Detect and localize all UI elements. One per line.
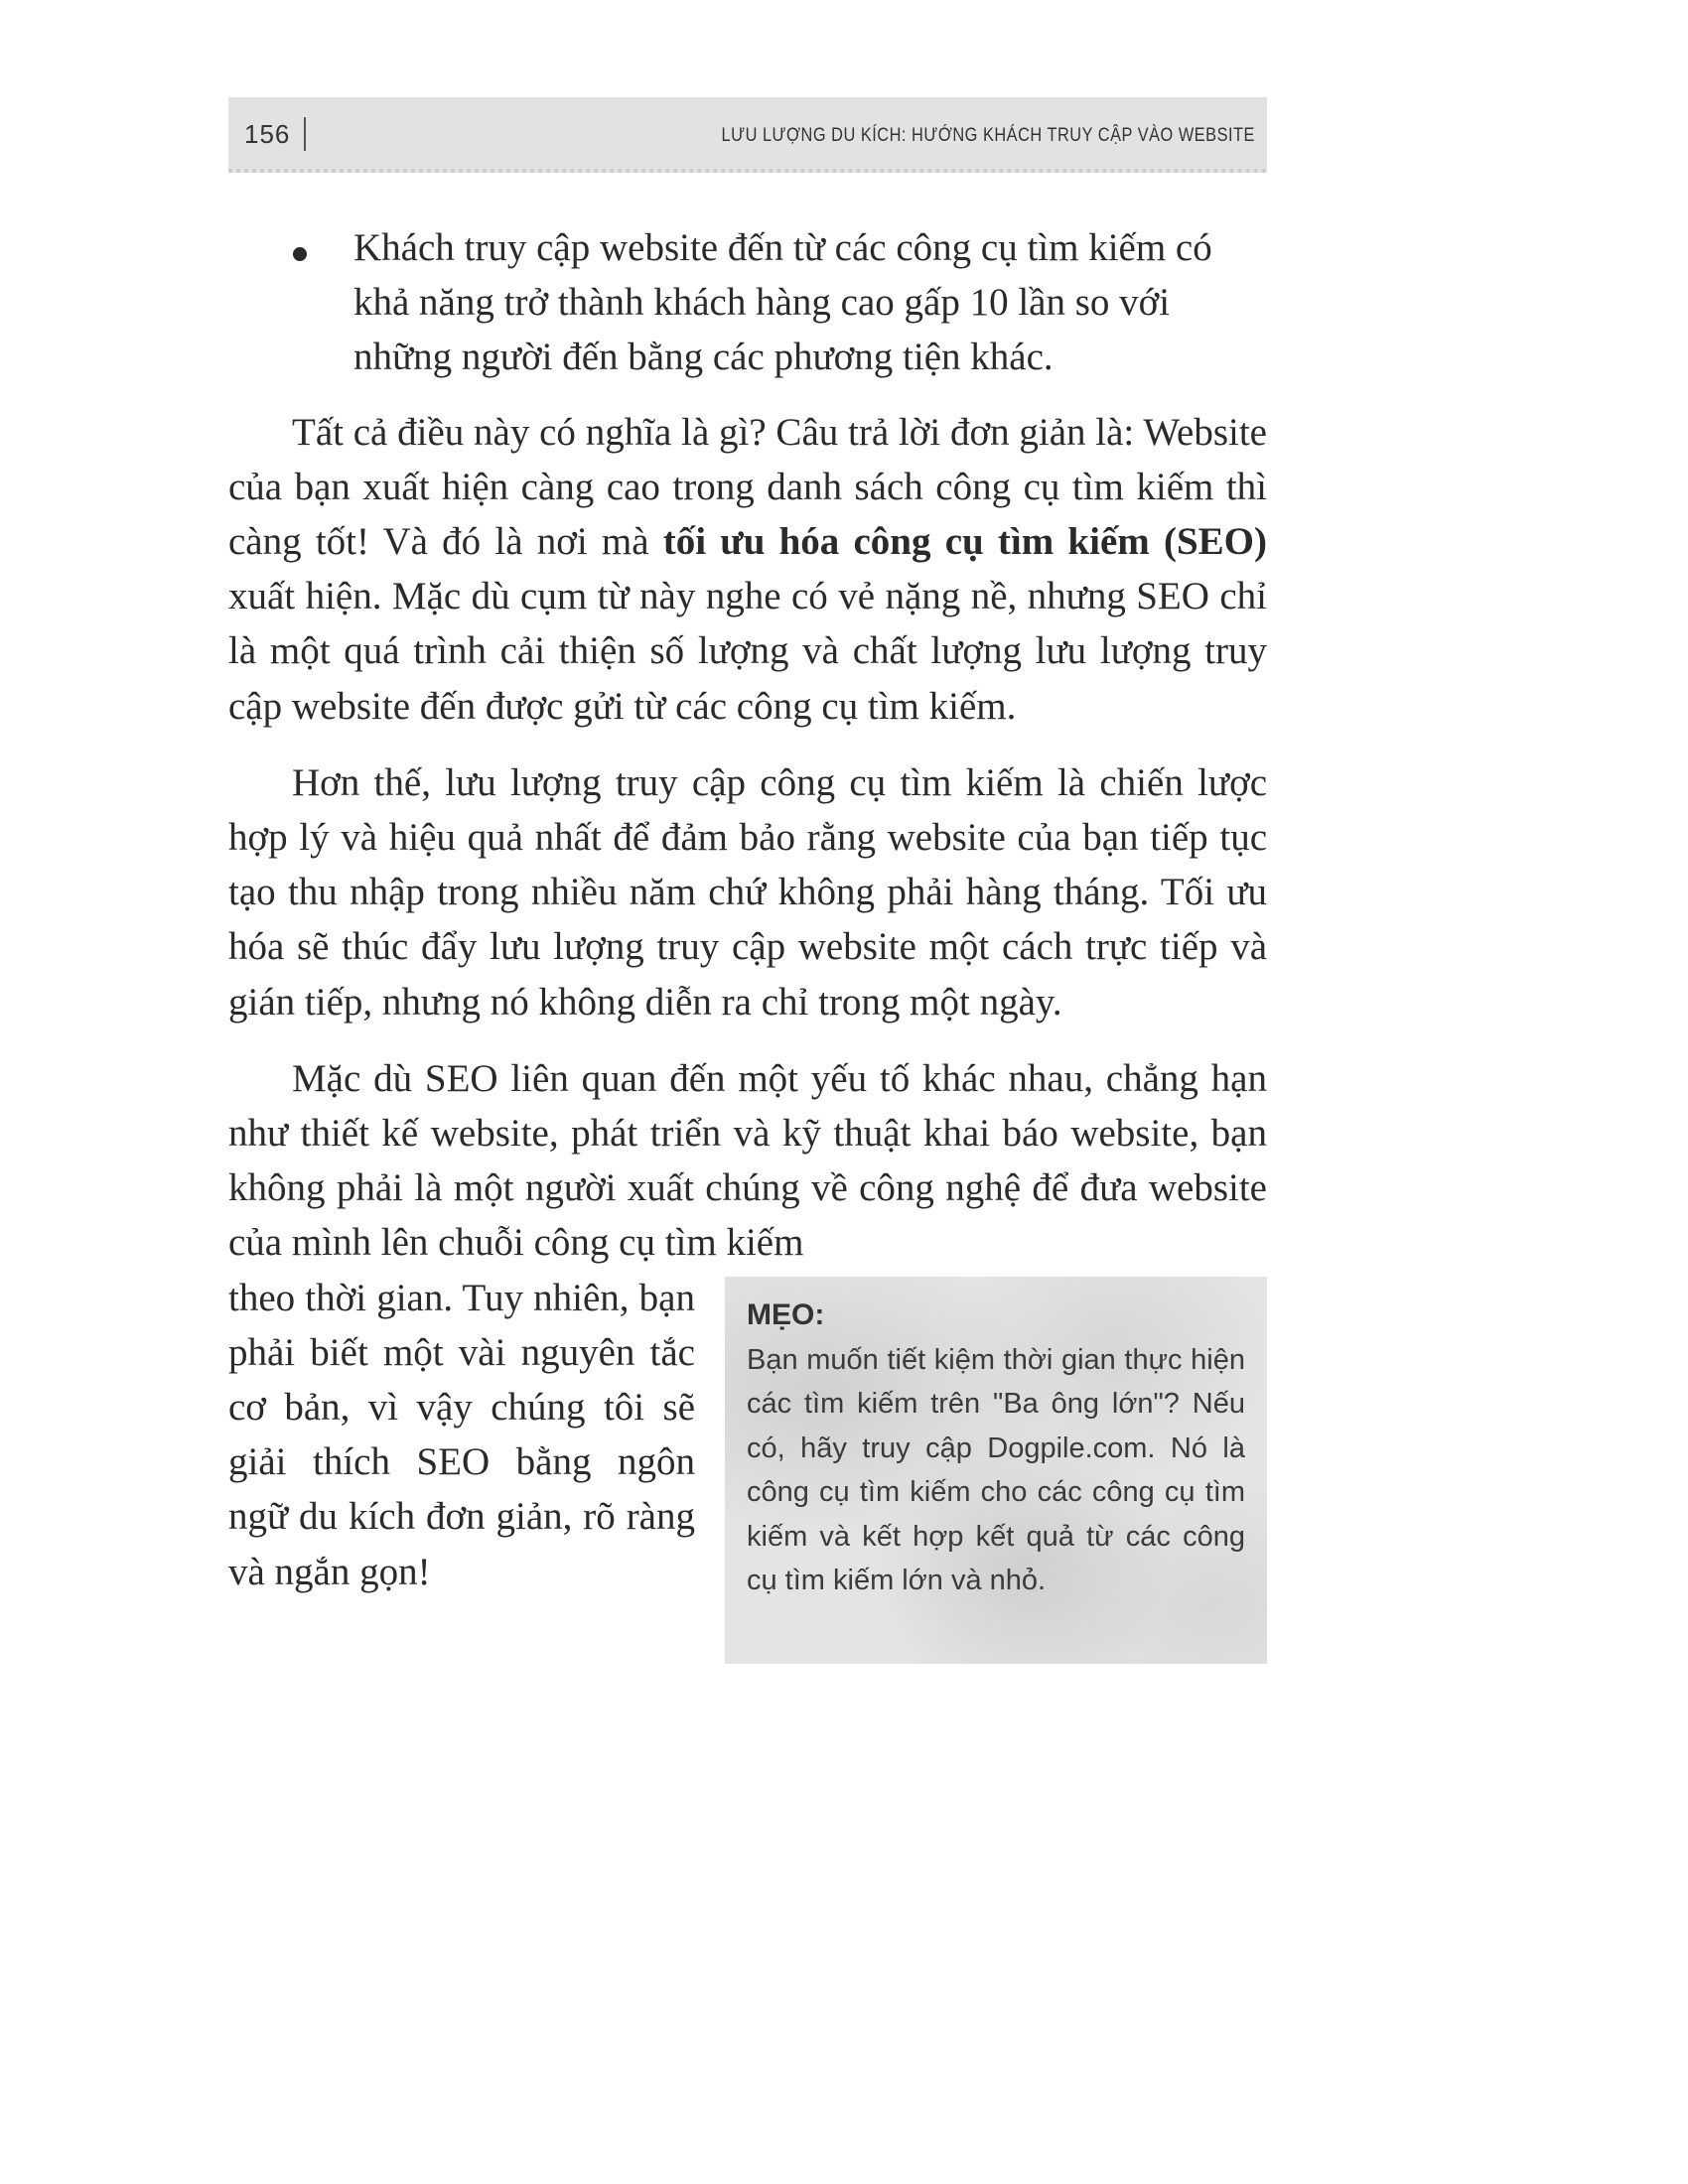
paragraph-seo-definition (228, 405, 1267, 734)
tip-title: MẸO: (747, 1297, 825, 1331)
running-header (228, 97, 1267, 173)
seo-term-bold: tối ưu hóa công cụ tìm kiếm (SEO) (662, 520, 1267, 564)
bullet-text: Khách truy cập website đến từ các công cụ tìm kiếm có khả năng trở thành khách hàng cao gấp 10 lần so với những người đến bằng các phương tiện khác. (353, 226, 1212, 379)
paragraph-seo-factors: Mặc dù SEO liên quan đến một yếu tố khác nhau, chẳng hạn như thiết kế website, phát triển và kỹ thuật khai báo website, bạn không phải là một người xuất chúng về công nghệ để đưa website của mình lên chuỗi công cụ tìm kiếm (228, 1056, 1267, 1265)
tip-box (725, 1277, 1267, 1664)
paragraph-text: Tất cả điều này có nghĩa là gì? Câu trả lời đơn giản là: Website của bạn xuất hiện càng cao trong danh sách công cụ tìm kiếm thì càng tốt! Và đó là nơi mà (228, 410, 1267, 564)
tip-section (228, 1271, 1267, 1688)
page-body (228, 220, 1267, 1688)
page-number: 156 (244, 119, 291, 149)
paragraph-continuation: theo thời gian. Tuy nhiên, bạn phải biết một vài nguyên tắc cơ bản, vì vậy chúng tôi sẽ giải thích SEO bằng ngôn ngữ du kích đơn giản, rõ ràng và ngắn gọn! (228, 1276, 695, 1593)
tip-text: Bạn muốn tiết kiệm thời gian thực hiện các tìm kiếm trên "Ba ông lớn"? Nếu có, hãy truy cập Dogpile.com. Nó là công cụ tìm kiếm cho các công cụ tìm kiếm và kết hợp kết quả từ các công cụ tìm kiếm lớn và nhỏ. (747, 1343, 1245, 1597)
bullet-dot-icon (293, 247, 307, 261)
running-title: LƯU LƯỢNG DU KÍCH: HƯỚNG KHÁCH TRUY CẬP VÀO WEBSITE (721, 125, 1255, 146)
header-divider (304, 117, 306, 151)
bullet-item (228, 220, 1267, 385)
paragraph-search-traffic: Hơn thế, lưu lượng truy cập công cụ tìm kiếm là chiến lược hợp lý và hiệu quả nhất để đảm bảo rằng website của bạn tiếp tục tạo thu nhập trong nhiều năm chứ không phải hàng tháng. Tối ưu hóa sẽ thúc đẩy lưu lượng truy cập website một cách trực tiếp và gián tiếp, nhưng nó không diễn ra chỉ trong một ngày. (228, 760, 1267, 1024)
paragraph-text: xuất hiện. Mặc dù cụm từ này nghe có vẻ nặng nề, nhưng SEO chỉ là một quá trình cải thiện số lượng và chất lượng lưu lượng truy cập website đến được gửi từ các công cụ tìm kiếm. (228, 575, 1267, 728)
